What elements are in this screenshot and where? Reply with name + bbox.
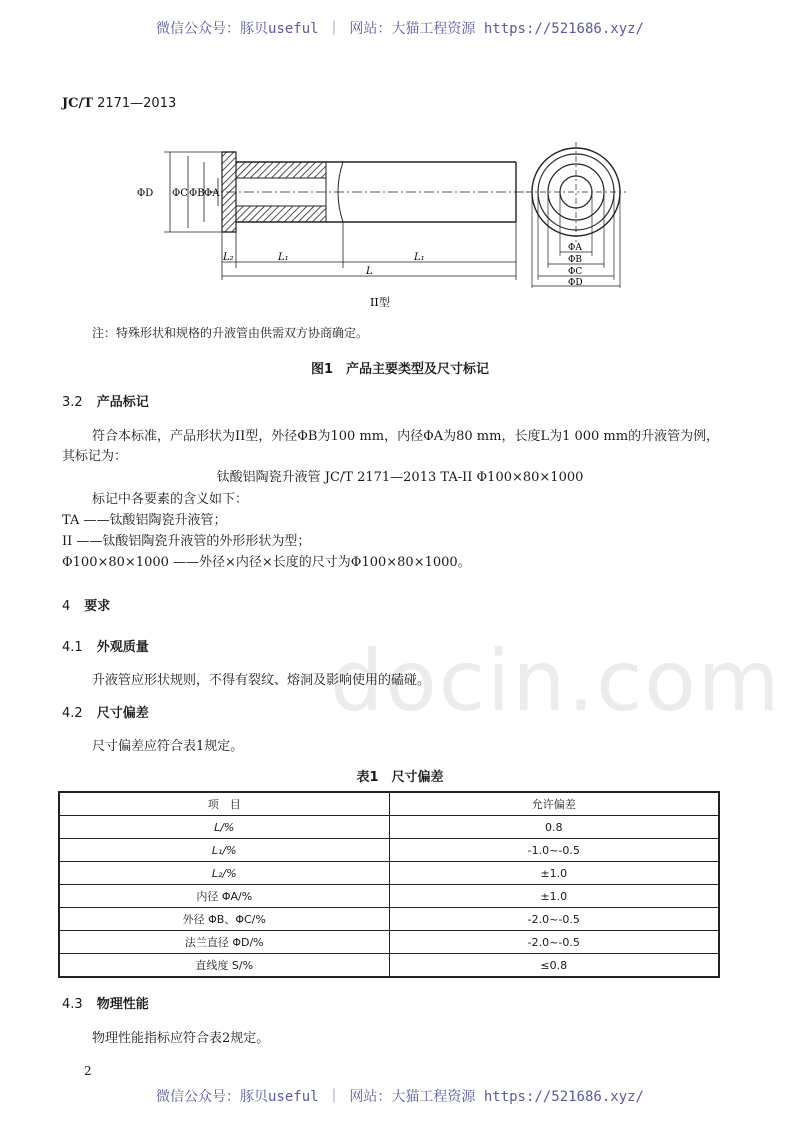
cell-deviation: -2.0~-0.5	[389, 931, 719, 954]
end-label-phi-c: ΦC	[568, 267, 583, 277]
label-l2: L₂	[223, 252, 234, 263]
label-l: L	[366, 266, 373, 277]
cell-item: 直线度 S/%	[59, 954, 389, 978]
label-phi-b: ΦB	[189, 188, 205, 199]
cell-deviation: -1.0~-0.5	[389, 839, 719, 862]
section-title: 产品标记	[96, 395, 149, 410]
cell-item: L/%	[59, 816, 389, 839]
section-number: 4.2	[62, 706, 83, 721]
table-row	[59, 862, 719, 885]
table-row	[59, 816, 719, 839]
physical-text: 物理性能指标应符合表2规定。	[92, 1031, 270, 1046]
watermark-text: docin.com	[330, 632, 782, 730]
section-3-2-heading	[62, 391, 149, 410]
appearance-text: 升液管应形状规则，不得有裂纹、熔洞及影响使用的磕碰。	[92, 673, 431, 688]
end-label-phi-b: ΦB	[568, 255, 582, 265]
cell-item: L₂/%	[59, 862, 389, 885]
section-title: 尺寸偏差	[96, 706, 149, 721]
dimension-deviation-table	[58, 791, 720, 978]
cell-deviation: ≤0.8	[389, 954, 719, 978]
meaning-ta: TA ——钛酸铝陶瓷升液管；	[62, 513, 227, 528]
header-item: 项 目	[59, 792, 389, 816]
standard-code	[62, 96, 176, 111]
cell-deviation: 0.8	[389, 816, 719, 839]
table-row	[59, 885, 719, 908]
side-view	[208, 152, 528, 232]
cell-deviation: -2.0~-0.5	[389, 908, 719, 931]
figure-caption: 图1 产品主要类型及尺寸标记	[310, 362, 490, 377]
top-banner: 微信公众号：豚贝useful ｜ 网站：大猫工程资源 https://521686.xyz/	[155, 21, 644, 37]
section-title: 要求	[84, 599, 111, 614]
section-number: 4.1	[62, 640, 83, 655]
marking-paragraph-line1: 符合本标准，产品形状为II型，外径ΦB为100 mm，内径ΦA为80 mm，长度L为1 000 mm的升液管为例，	[92, 429, 720, 444]
table-row	[59, 839, 719, 862]
table-row	[59, 931, 719, 954]
deviation-text: 尺寸偏差应符合表1规定。	[92, 739, 244, 754]
riser-tube-figure	[118, 140, 658, 310]
section-4-2-heading	[62, 702, 149, 721]
label-phi-a: ΦA	[204, 188, 220, 199]
label-phi-c: ΦC	[172, 188, 188, 199]
section-4-3-heading	[62, 993, 149, 1012]
cell-item: 法兰直径 ΦD/%	[59, 931, 389, 954]
table-header-row	[59, 792, 719, 816]
meaning-ii: II ——钛酸铝陶瓷升液管的外形形状为型；	[62, 534, 311, 549]
cell-deviation: ±1.0	[389, 862, 719, 885]
bottom-banner: 微信公众号：豚贝useful ｜ 网站：大猫工程资源 https://521686.xyz/	[155, 1089, 644, 1105]
meaning-dimensions: Φ100×80×1000 ——外径×内径×长度的尺寸为Φ100×80×1000。	[62, 555, 471, 570]
end-label-phi-a: ΦA	[568, 243, 582, 253]
section-title: 外观质量	[96, 640, 149, 655]
standard-number: 2171—2013	[97, 96, 177, 111]
figure-type-label: II型	[370, 296, 390, 309]
table-row	[59, 954, 719, 978]
section-number: 3.2	[62, 395, 83, 410]
page-number: 2	[84, 1064, 92, 1078]
standard-prefix: JC/T	[62, 96, 93, 111]
marking-paragraph-line2: 其标记为：	[62, 449, 128, 464]
label-l1: L₁	[278, 252, 289, 263]
marking-example: 钛酸铝陶瓷升液管 JC/T 2171—2013 TA-II Φ100×80×1000	[216, 470, 584, 485]
table1-caption: 表1 尺寸偏差	[356, 770, 444, 785]
cell-item: 内径 ΦA/%	[59, 885, 389, 908]
section-number: 4.3	[62, 997, 83, 1012]
cell-item: 外径 ΦB、ΦC/%	[59, 908, 389, 931]
label-phi-d: ΦD	[137, 188, 154, 199]
end-label-phi-d: ΦD	[568, 278, 583, 288]
cell-item: L₁/%	[59, 839, 389, 862]
cell-deviation: ±1.0	[389, 885, 719, 908]
section-4-1-heading	[62, 636, 149, 655]
header-deviation: 允许偏差	[389, 792, 719, 816]
section-number: 4	[62, 599, 71, 614]
meaning-intro: 标记中各要素的含义如下：	[92, 492, 249, 507]
section-title: 物理性能	[96, 997, 149, 1012]
section-4-heading	[62, 595, 110, 614]
label-l1-second: L₁	[414, 252, 425, 263]
figure-note: 注：特殊形状和规格的升液管由供需双方协商确定。	[92, 326, 369, 340]
table-row	[59, 908, 719, 931]
